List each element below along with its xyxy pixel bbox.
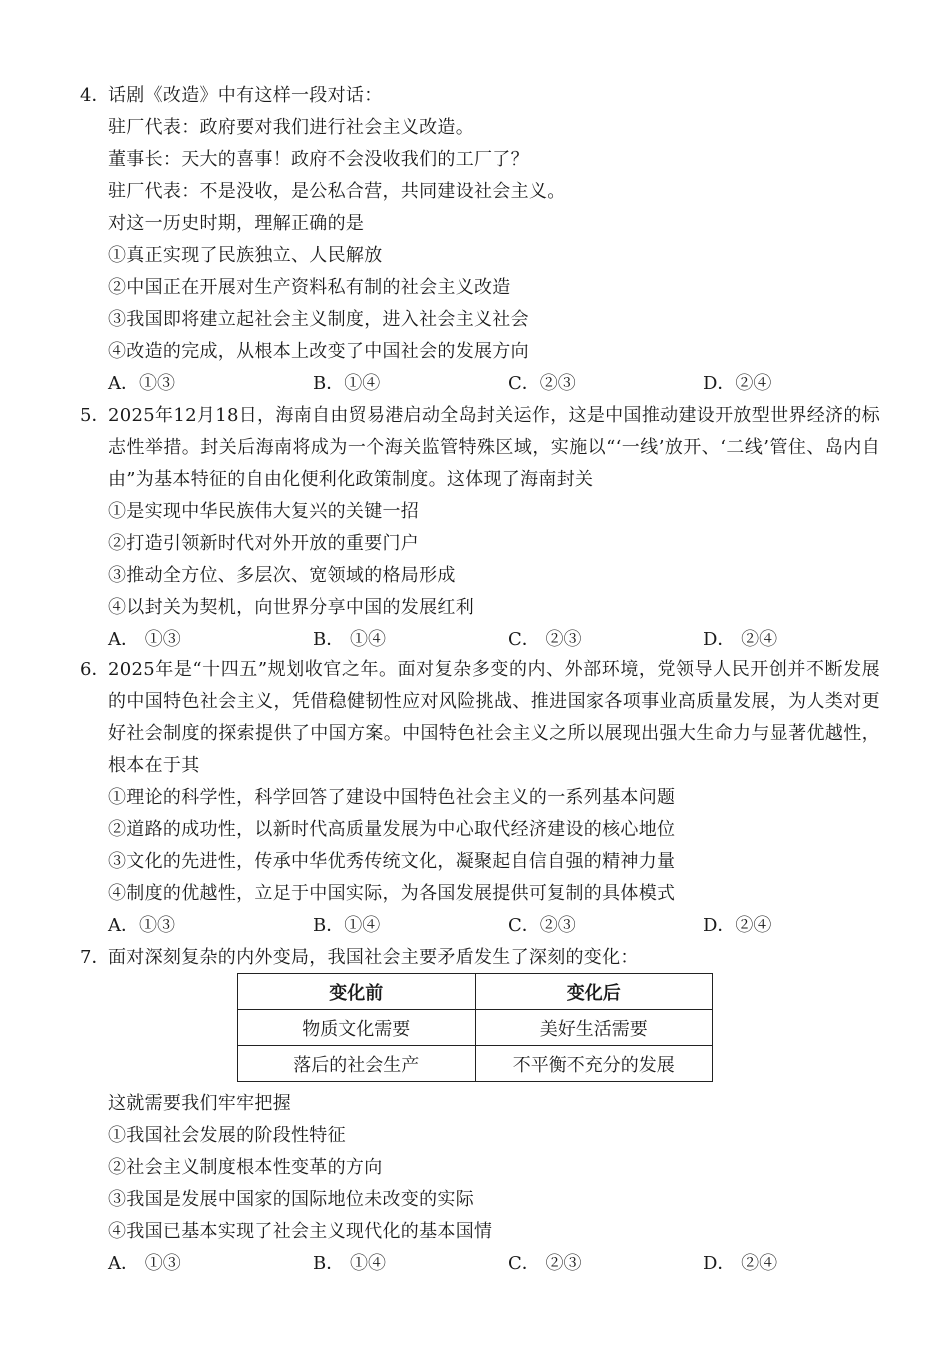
table-cell: 落后的社会生产: [238, 1046, 476, 1082]
answer-options: [80, 368, 880, 400]
option-b[interactable]: B． ①④: [313, 629, 386, 650]
question-number: 4．: [80, 85, 110, 106]
option-d[interactable]: D．②④: [703, 915, 772, 936]
statement-item: ①我国社会发展的阶段性特征: [108, 1125, 346, 1146]
answer-options: [80, 1248, 880, 1280]
question-5-stem: [80, 400, 880, 496]
statement-item: ②社会主义制度根本性变革的方向: [108, 1157, 383, 1178]
question-prompt: 这就需要我们牢牢把握: [108, 1093, 291, 1114]
table-header-row: [238, 974, 713, 1010]
question-6: [80, 654, 880, 942]
question-7: [80, 942, 880, 974]
statement-item: ②打造引领新时代对外开放的重要门户: [108, 533, 420, 554]
question-text: 话剧《改造》中有这样一段对话：: [108, 85, 383, 106]
option-d[interactable]: D．②④: [703, 373, 772, 394]
question-number: 5．: [80, 405, 110, 426]
answer-options: [80, 910, 880, 942]
statement-item: ③文化的先进性，传承中华优秀传统文化，凝聚起自信自强的精神力量: [108, 851, 676, 872]
question-4: [80, 80, 880, 400]
question-5: [80, 400, 880, 656]
statement-item: ④改造的完成，从根本上改变了中国社会的发展方向: [108, 341, 529, 362]
statement-item: ④以封关为契机，向世界分享中国的发展红利: [108, 597, 474, 618]
dialogue-line: 董事长：天大的喜事！政府不会没收我们的工厂了？: [108, 149, 529, 170]
option-c[interactable]: C．②③: [508, 373, 576, 394]
table-cell: 美好生活需要: [475, 1010, 713, 1046]
option-b[interactable]: B． ①④: [313, 1253, 386, 1274]
contradiction-change-table: [237, 973, 713, 1082]
option-b[interactable]: B．①④: [313, 915, 381, 936]
option-d[interactable]: D． ②④: [703, 629, 778, 650]
statement-item: ③推动全方位、多层次、宽领域的格局形成: [108, 565, 456, 586]
question-text: 2025年12月18日，海南自由贸易港启动全岛封关运作，这是中国推动建设开放型世界经济的标志性举措。封关后海南将成为一个海关监管特殊区域，实施以“‘一线’放开、‘二线’管住、岛内自由”为基本特征的自由化便利化政策制度。这体现了海南封关: [108, 405, 880, 490]
statement-item: ④我国已基本实现了社会主义现代化的基本国情: [108, 1221, 493, 1242]
statement-item: ①是实现中华民族伟大复兴的关键一招: [108, 501, 420, 522]
option-a[interactable]: A．①③: [108, 915, 175, 936]
option-c[interactable]: C．②③: [508, 915, 576, 936]
question-text: 2025年是“十四五”规划收官之年。面对复杂多变的内、外部环境，党领导人民开创并不断发展的中国特色社会主义，凭借稳健韧性应对风险挑战、推进国家各项事业高质量发展，为人类对更好社会制度的探索提供了中国方案。中国特色社会主义之所以展现出强大生命力与显著优越性，根本在于其: [108, 659, 880, 776]
option-a[interactable]: A．①③: [108, 373, 175, 394]
dialogue-line: 驻厂代表：政府要对我们进行社会主义改造。: [108, 117, 474, 138]
table-header-after: 变化后: [475, 974, 713, 1010]
question-number: 7．: [80, 947, 110, 968]
question-7-stem: [80, 942, 880, 974]
question-number: 6．: [80, 659, 110, 680]
statement-item: ③我国是发展中国家的国际地位未改变的实际: [108, 1189, 474, 1210]
question-text: 面对深刻复杂的内外变局，我国社会主要矛盾发生了深刻的变化：: [108, 947, 639, 968]
dialogue-line: 驻厂代表：不是没收，是公私合营，共同建设社会主义。: [108, 181, 566, 202]
statement-item: ②道路的成功性，以新时代高质量发展为中心取代经济建设的核心地位: [108, 819, 676, 840]
answer-options: [80, 624, 880, 656]
question-prompt: 对这一历史时期，理解正确的是: [108, 213, 365, 234]
question-7-continued: [80, 1088, 880, 1280]
statement-item: ④制度的优越性，立足于中国实际，为各国发展提供可复制的具体模式: [108, 883, 676, 904]
question-6-stem: [80, 654, 880, 782]
option-b[interactable]: B．①④: [313, 373, 381, 394]
statement-item: ①真正实现了民族独立、人民解放: [108, 245, 383, 266]
option-c[interactable]: C． ②③: [508, 1253, 582, 1274]
statement-item: ①理论的科学性，科学回答了建设中国特色社会主义的一系列基本问题: [108, 787, 676, 808]
table-cell: 不平衡不充分的发展: [475, 1046, 713, 1082]
option-d[interactable]: D． ②④: [703, 1253, 778, 1274]
option-a[interactable]: A． ①③: [108, 1253, 181, 1274]
option-c[interactable]: C． ②③: [508, 629, 582, 650]
statement-item: ②中国正在开展对生产资料私有制的社会主义改造: [108, 277, 511, 298]
question-4-stem: [80, 80, 880, 112]
table-row: [238, 1046, 713, 1082]
option-a[interactable]: A． ①③: [108, 629, 181, 650]
table-header-before: 变化前: [238, 974, 476, 1010]
statement-item: ③我国即将建立起社会主义制度，进入社会主义社会: [108, 309, 529, 330]
table-row: [238, 1010, 713, 1046]
table-cell: 物质文化需要: [238, 1010, 476, 1046]
